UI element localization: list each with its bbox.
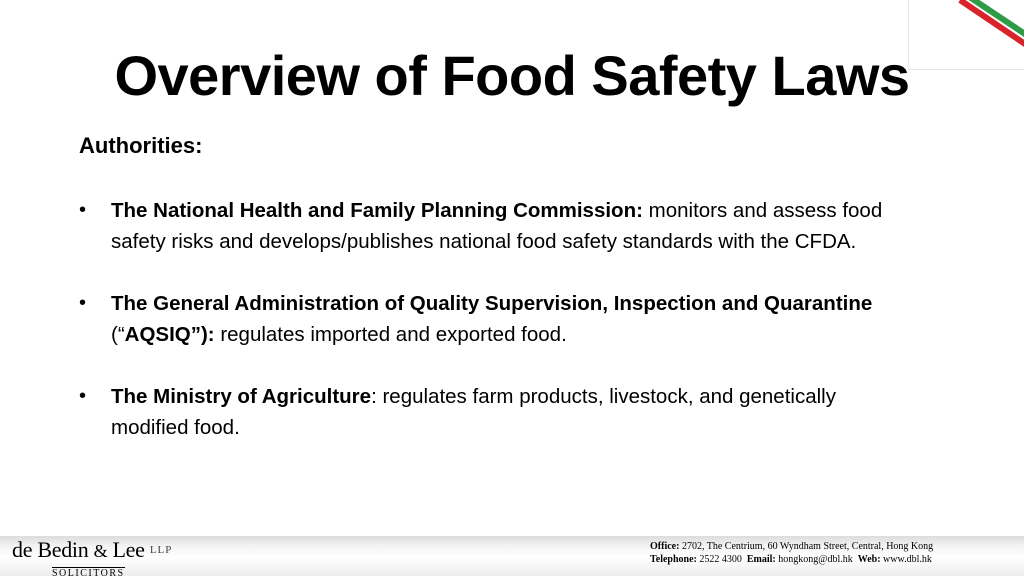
authority-abbrev: AQSIQ”): <box>124 323 215 346</box>
contact-info <box>650 540 1020 566</box>
authority-description: regulates imported and exported food. <box>214 323 567 346</box>
contact-line <box>650 553 1020 566</box>
office-label: Office: <box>650 541 680 552</box>
telephone-value: 2522 4300 <box>699 554 742 565</box>
web-value[interactable]: www.dbl.hk <box>883 554 932 565</box>
authority-description: : regulates farm products, livestock, and genetically modified food. <box>111 385 836 439</box>
list-item <box>79 381 919 443</box>
firm-name-part2: Lee <box>112 537 145 562</box>
firm-logo <box>12 538 172 576</box>
slide-content <box>79 131 919 474</box>
page-title: Overview of Food Safety Laws <box>114 44 910 107</box>
bullet-icon: • <box>79 199 87 221</box>
section-heading: Authorities: <box>79 133 203 158</box>
list-item <box>79 195 919 257</box>
email-value[interactable]: hongkong@dbl.hk <box>778 554 853 565</box>
authority-name: The National Health and Family Planning Commission: <box>111 199 643 222</box>
footer-bar <box>0 536 1024 576</box>
authority-name: The Ministry of Agriculture <box>111 385 372 408</box>
office-line <box>650 540 1020 553</box>
office-value: 2702, The Centrium, 60 Wyndham Street, Central, Hong Kong <box>681 541 934 552</box>
firm-suffix: LLP <box>149 544 173 556</box>
bullet-icon: • <box>79 292 87 314</box>
firm-name-part1: de Bedin <box>12 537 89 562</box>
web-label: Web: <box>857 554 881 565</box>
telephone-label: Telephone: <box>650 554 697 565</box>
authority-name: The General Administration of Quality Supervision, Inspection and Quarantine <box>111 292 873 315</box>
authorities-list <box>79 195 919 443</box>
firm-name <box>12 538 172 563</box>
email-label: Email: <box>746 554 776 565</box>
firm-subtitle: SOLICITORS <box>52 567 125 576</box>
bullet-icon: • <box>79 385 87 407</box>
authority-abbrev-open: (“ <box>111 323 125 346</box>
list-item <box>79 288 919 350</box>
firm-name-amp: & <box>93 541 108 561</box>
authority-description: monitors and assess food safety risks and develops/publishes national food safety standards with the CFDA. <box>111 199 883 253</box>
